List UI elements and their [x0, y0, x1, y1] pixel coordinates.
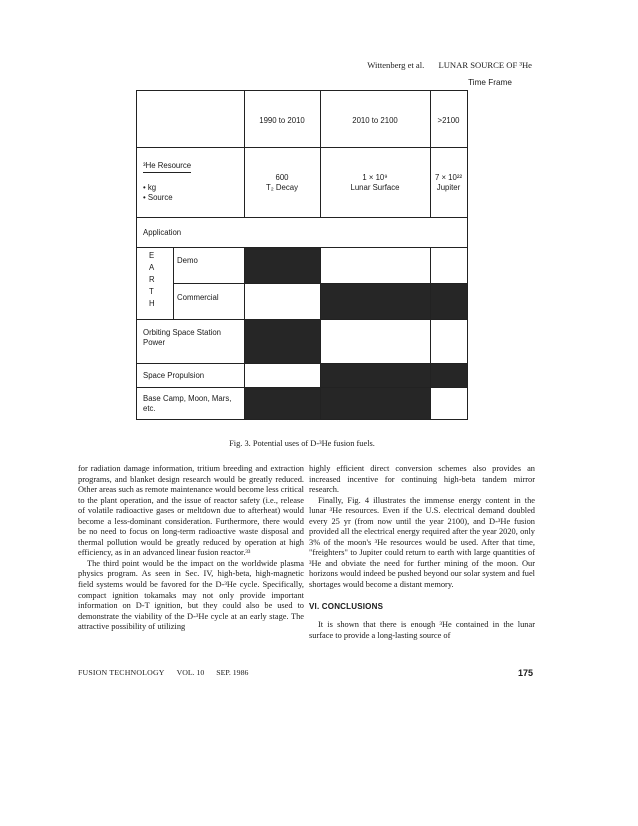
right-paragraph-2: Finally, Fig. 4 illustrates the immense energy content in the lunar ³He resources. Even if the U.S. electrical demand doubled every 25 yr (from now until the year 2100), and D-³He fusion provided all the electrical energy required after the year 2020, only 3% of the moon's ³He resources would be used. After that time, "freighters" to Jupiter could return to earth with large quantities of ³He and obviate the need for further mining of the moon. Our horizons would indeed be pushed beyond our solar system and fuel shortages would become a distant memory.: [309, 495, 535, 590]
row-label-commercial: Commercial: [177, 293, 219, 302]
figure-grid: [136, 90, 468, 420]
resource-source: • Source: [143, 193, 173, 202]
earth-letter-a: A: [149, 263, 155, 272]
earth-letter-t: T: [149, 287, 154, 296]
resource-amount-1: 600: [275, 173, 289, 182]
left-paragraph-1: for radiation damage information, tritium breeding and extraction programs, and blanket design research would be greatly reduced. Other areas such as remote maintenance would become less critical to the plant operation, and the issue of reactor safety (i.e., release of volatile radioactive gases or meltdown due to afterheat) would become a less-dominant consideration. Furthermore, there would be no need to focus on long-term radioactive waste disposal and thermal pollution would be greatly reduced by operation at high efficiency, as in an advanced linear fusion reactor.³³: [78, 464, 304, 558]
row-basecamp-block-1990-2100: [244, 387, 430, 419]
text-column-left: [78, 464, 304, 633]
application-label: Application: [143, 228, 182, 237]
resource-amount-3: 7 × 10²²: [434, 173, 463, 182]
footer-date: SEP. 1986: [216, 668, 249, 677]
resource-source-3: Jupiter: [436, 183, 461, 192]
row-demo-block-1990-2010: [244, 247, 320, 283]
running-head-author: Wittenberg et al.: [367, 60, 425, 70]
earth-letter-h: H: [149, 299, 155, 308]
resource-source-2: Lunar Surface: [350, 183, 400, 192]
resource-kg: • kg: [143, 183, 157, 192]
right-paragraph-1: highly efficient direct conversion schemes also provides an increased incentive for continuing high-beta tandem mirror research.: [309, 464, 535, 495]
footer-journal: FUSION TECHNOLOGY: [78, 668, 165, 677]
time-frame-label: Time Frame: [468, 78, 512, 87]
row-commercial-block-2010-2100: [320, 283, 467, 319]
text-column-right: [309, 464, 535, 641]
resource-source-1: T₂ Decay: [265, 183, 299, 192]
row-label-demo: Demo: [177, 256, 198, 265]
running-head: [310, 60, 532, 70]
col-header-2010-2100: 2010 to 2100: [352, 116, 398, 125]
resource-amount-2: 1 × 10⁹: [362, 173, 388, 182]
running-head-title: LUNAR SOURCE OF ³He: [438, 60, 532, 70]
col-header-after-2100: >2100: [437, 116, 460, 125]
figure-caption: Fig. 3. Potential uses of D-³He fusion fuels.: [229, 439, 375, 448]
row-label-propulsion: Space Propulsion: [143, 371, 205, 380]
section-heading-conclusions: VI. CONCLUSIONS: [309, 601, 384, 611]
col-header-1990-2010: 1990 to 2010: [259, 116, 305, 125]
conclusion-paragraph: It is shown that there is enough ³He contained in the lunar surface to provide a long-lasting source of: [309, 620, 535, 640]
page-number: 175: [517, 668, 533, 678]
row-propulsion-block-2010-2100: [320, 363, 467, 387]
row-orbiting-block-1990-2010: [244, 319, 320, 363]
figure-3: [136, 78, 512, 430]
earth-letter-e: E: [149, 251, 155, 260]
page-footer: [78, 668, 533, 677]
row-label-orbiting: Orbiting Space Station Power: [143, 328, 222, 347]
earth-letter-r: R: [149, 275, 155, 284]
resource-title: ³He Resource: [143, 161, 191, 173]
left-paragraph-2: The third point would be the impact on the worldwide plasma physics program. As seen in Sec. IV, high-beta, high-magnetic field systems would be favored for the D-³He cycle. Specifically, compact ignition tokamaks may not only provide important information on D-T ignition, but they could also be used to demonstrate the viability of the D-³He cycle at an early stage. The attractive possibility of utilizing: [78, 558, 304, 632]
footer-volume: VOL. 10: [176, 668, 205, 677]
row-label-basecamp: Base Camp, Moon, Mars, etc.: [143, 394, 232, 413]
